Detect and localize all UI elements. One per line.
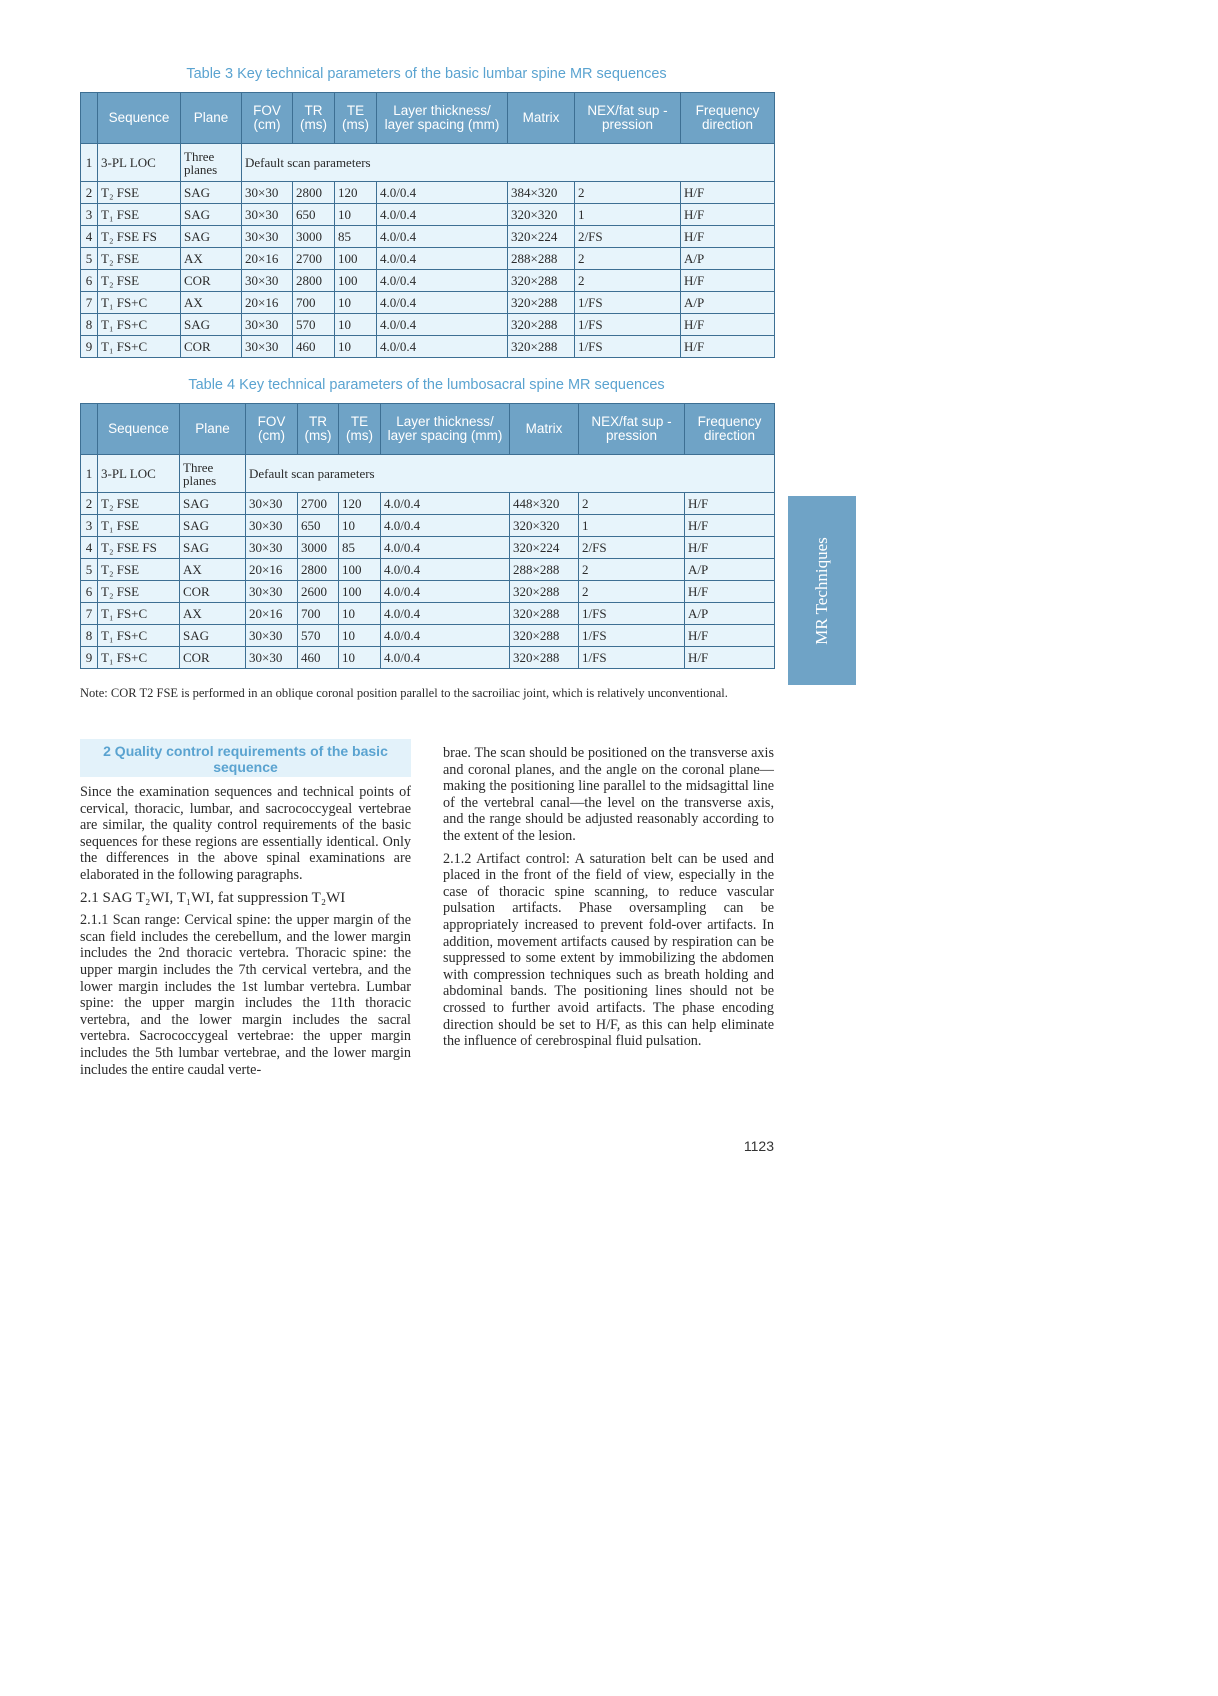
default-parameters-cell: Default scan parameters — [242, 144, 775, 182]
fov-cell: 30×30 — [242, 226, 293, 248]
tr-cell: 3000 — [293, 226, 335, 248]
tr-cell: 460 — [298, 647, 339, 669]
frequency-direction-cell: H/F — [681, 204, 775, 226]
plane-cell: SAG — [181, 204, 242, 226]
frequency-direction-cell: H/F — [681, 182, 775, 204]
plane-cell: SAG — [181, 314, 242, 336]
te-cell: 10 — [339, 625, 381, 647]
sequence-cell: T₁ FSE — [98, 515, 180, 537]
te-cell: 10 — [339, 515, 381, 537]
row-number: 9 — [81, 647, 98, 669]
layer-thickness-cell: 4.0/0.4 — [381, 559, 510, 581]
fov-cell: 30×30 — [246, 625, 298, 647]
plane-cell: COR — [181, 270, 242, 292]
frequency-direction-cell: H/F — [681, 270, 775, 292]
nex-cell: 1/FS — [579, 625, 685, 647]
plane-cell: SAG — [181, 182, 242, 204]
frequency-direction-cell: A/P — [685, 559, 775, 581]
left-column — [80, 784, 411, 1084]
tr-cell: 2800 — [298, 559, 339, 581]
header-sequence: Sequence — [98, 404, 180, 455]
row-number: 2 — [81, 182, 98, 204]
header-fov: FOV (cm) — [246, 404, 298, 455]
header-frequency-direction: Frequency direction — [681, 93, 775, 144]
layer-thickness-cell: 4.0/0.4 — [377, 336, 508, 358]
layer-thickness-cell: 4.0/0.4 — [377, 292, 508, 314]
nex-cell: 2 — [575, 182, 681, 204]
te-cell: 120 — [339, 493, 381, 515]
nex-cell: 1/FS — [575, 314, 681, 336]
table-row — [81, 144, 775, 182]
header-layer-thickness: Layer thickness/ layer spacing (mm) — [381, 404, 510, 455]
nex-cell: 2/FS — [579, 537, 685, 559]
plane-cell: Three planes — [180, 455, 246, 493]
tr-cell: 2600 — [298, 581, 339, 603]
table4-header-row — [81, 404, 775, 455]
te-cell: 10 — [335, 204, 377, 226]
row-number: 5 — [81, 559, 98, 581]
layer-thickness-cell: 4.0/0.4 — [377, 182, 508, 204]
matrix-cell: 320×320 — [510, 515, 579, 537]
row-number: 1 — [81, 144, 98, 182]
table-row — [81, 625, 775, 647]
nex-cell: 1 — [579, 515, 685, 537]
te-cell: 10 — [335, 292, 377, 314]
matrix-cell: 288×288 — [508, 248, 575, 270]
scan-range-continued-paragraph: brae. The scan should be positioned on the transverse axis and coronal planes, and the angle on the coronal plane—making the positioning line parallel to the midsagittal line of the vertebral canal—the level on the transverse axis, and the range should be adjusted reasonably according to the extent of the lesion. — [443, 745, 774, 844]
sequence-cell: 3-PL LOC — [98, 144, 181, 182]
layer-thickness-cell: 4.0/0.4 — [377, 270, 508, 292]
fov-cell: 20×16 — [242, 292, 293, 314]
sequence-cell: T₂ FSE — [98, 270, 181, 292]
header-matrix: Matrix — [508, 93, 575, 144]
tr-cell: 570 — [293, 314, 335, 336]
matrix-cell: 320×288 — [510, 603, 579, 625]
matrix-cell: 320×320 — [508, 204, 575, 226]
section-heading: 2 Quality control requirements of the basic sequence — [80, 739, 411, 777]
sequence-cell: T₂ FSE FS — [98, 537, 180, 559]
plane-cell: COR — [180, 581, 246, 603]
nex-cell: 2/FS — [575, 226, 681, 248]
frequency-direction-cell: H/F — [685, 625, 775, 647]
table-row — [81, 314, 775, 336]
table-row — [81, 270, 775, 292]
sequence-cell: T₂ FSE — [98, 493, 180, 515]
header-tr: TR (ms) — [293, 93, 335, 144]
header-frequency-direction: Frequency direction — [685, 404, 775, 455]
row-number: 1 — [81, 455, 98, 493]
sequence-cell: T₂ FSE — [98, 248, 181, 270]
intro-paragraph: Since the examination sequences and technical points of cervical, thoracic, lumbar, and sacrococcygeal vertebrae are similar, the quality control requirements of the basic sequences for these regions are essentially identical. Only the differences in the above spinal examinations are elaborated in the following paragraphs. — [80, 784, 411, 883]
header-plane: Plane — [180, 404, 246, 455]
row-number: 6 — [81, 270, 98, 292]
frequency-direction-cell: H/F — [681, 226, 775, 248]
header-nex-fat-suppression: NEX/fat sup - pression — [579, 404, 685, 455]
row-number: 2 — [81, 493, 98, 515]
te-cell: 85 — [335, 226, 377, 248]
table-row — [81, 581, 775, 603]
fov-cell: 30×30 — [246, 515, 298, 537]
tr-cell: 700 — [293, 292, 335, 314]
row-number: 7 — [81, 292, 98, 314]
sequence-cell: T₁ FS+C — [98, 314, 181, 336]
header-number — [81, 404, 98, 455]
frequency-direction-cell: A/P — [681, 292, 775, 314]
sequence-cell: T₁ FS+C — [98, 336, 181, 358]
table-row — [81, 248, 775, 270]
tr-cell: 2700 — [298, 493, 339, 515]
frequency-direction-cell: H/F — [681, 336, 775, 358]
layer-thickness-cell: 4.0/0.4 — [381, 537, 510, 559]
header-tr: TR (ms) — [298, 404, 339, 455]
table-row — [81, 292, 775, 314]
layer-thickness-cell: 4.0/0.4 — [381, 515, 510, 537]
te-cell: 10 — [335, 336, 377, 358]
nex-cell: 1/FS — [575, 336, 681, 358]
table-row — [81, 226, 775, 248]
layer-thickness-cell: 4.0/0.4 — [377, 226, 508, 248]
header-layer-thickness: Layer thickness/ layer spacing (mm) — [377, 93, 508, 144]
matrix-cell: 320×288 — [510, 647, 579, 669]
fov-cell: 20×16 — [242, 248, 293, 270]
header-sequence: Sequence — [98, 93, 181, 144]
fov-cell: 30×30 — [246, 581, 298, 603]
frequency-direction-cell: H/F — [685, 515, 775, 537]
tr-cell: 2800 — [293, 270, 335, 292]
layer-thickness-cell: 4.0/0.4 — [381, 603, 510, 625]
sequence-cell: T₁ FS+C — [98, 292, 181, 314]
plane-cell: AX — [180, 559, 246, 581]
table-row — [81, 647, 775, 669]
default-parameters-cell: Default scan parameters — [246, 455, 775, 493]
fov-cell: 30×30 — [246, 647, 298, 669]
fov-cell: 20×16 — [246, 559, 298, 581]
tr-cell: 2700 — [293, 248, 335, 270]
plane-cell: AX — [180, 603, 246, 625]
table-note: Note: COR T2 FSE is performed in an oblique coronal position parallel to the sacroiliac joint, which is relatively unconventional. — [80, 686, 728, 700]
matrix-cell: 320×224 — [508, 226, 575, 248]
te-cell: 100 — [339, 581, 381, 603]
row-number: 4 — [81, 537, 98, 559]
sequence-cell: T₁ FS+C — [98, 625, 180, 647]
sequence-cell: T₂ FSE FS — [98, 226, 181, 248]
sequence-cell: T₂ FSE — [98, 182, 181, 204]
plane-cell: COR — [181, 336, 242, 358]
frequency-direction-cell: H/F — [681, 314, 775, 336]
layer-thickness-cell: 4.0/0.4 — [381, 493, 510, 515]
fov-cell: 20×16 — [246, 603, 298, 625]
matrix-cell: 320×288 — [510, 581, 579, 603]
header-te: TE (ms) — [335, 93, 377, 144]
nex-cell: 1/FS — [579, 647, 685, 669]
plane-cell: SAG — [180, 515, 246, 537]
plane-cell: AX — [181, 248, 242, 270]
nex-cell: 2 — [579, 559, 685, 581]
table-row — [81, 603, 775, 625]
sequence-cell: T₁ FS+C — [98, 647, 180, 669]
header-te: TE (ms) — [339, 404, 381, 455]
frequency-direction-cell: H/F — [685, 647, 775, 669]
matrix-cell: 448×320 — [510, 493, 579, 515]
header-plane: Plane — [181, 93, 242, 144]
table4-caption: Table 4 Key technical parameters of the lumbosacral spine MR sequences — [188, 377, 665, 393]
nex-cell: 1/FS — [579, 603, 685, 625]
right-column — [443, 745, 774, 1056]
fov-cell: 30×30 — [242, 270, 293, 292]
header-number — [81, 93, 98, 144]
table-row — [81, 204, 775, 226]
nex-cell: 2 — [575, 270, 681, 292]
matrix-cell: 320×288 — [508, 336, 575, 358]
tr-cell: 3000 — [298, 537, 339, 559]
frequency-direction-cell: H/F — [685, 537, 775, 559]
header-matrix: Matrix — [510, 404, 579, 455]
row-number: 9 — [81, 336, 98, 358]
tr-cell: 460 — [293, 336, 335, 358]
matrix-cell: 320×288 — [508, 292, 575, 314]
nex-cell: 2 — [579, 493, 685, 515]
tr-cell: 2800 — [293, 182, 335, 204]
fov-cell: 30×30 — [246, 537, 298, 559]
row-number: 3 — [81, 515, 98, 537]
matrix-cell: 320×224 — [510, 537, 579, 559]
plane-cell: SAG — [180, 493, 246, 515]
nex-cell: 2 — [575, 248, 681, 270]
side-tab-label: MR Techniques — [812, 536, 831, 645]
plane-cell: SAG — [180, 537, 246, 559]
te-cell: 85 — [339, 537, 381, 559]
te-cell: 100 — [335, 248, 377, 270]
table-row — [81, 493, 775, 515]
tr-cell: 700 — [298, 603, 339, 625]
layer-thickness-cell: 4.0/0.4 — [381, 581, 510, 603]
matrix-cell: 384×320 — [508, 182, 575, 204]
row-number: 7 — [81, 603, 98, 625]
artifact-control-paragraph: 2.1.2 Artifact control: A saturation belt can be used and placed in the front of the field of view, especially in the case of thoracic spine scanning, to reduce vascular pulsation artifacts. Phase oversampling can be appropriately increased to prevent fold-over artifacts. In addition, movement artifacts caused by respiration can be suppressed to some extent by immobilizing the abdomen with compression techniques such as breath holding and abdominal bands. The positioning lines should not be crossed to further avoid artifacts. The phase encoding direction should be set to H/F, as this can help eliminate the influence of cerebrospinal fluid pulsation. — [443, 850, 774, 1050]
tr-cell: 650 — [298, 515, 339, 537]
fov-cell: 30×30 — [242, 336, 293, 358]
te-cell: 10 — [339, 647, 381, 669]
te-cell: 10 — [339, 603, 381, 625]
table4 — [80, 403, 775, 669]
row-number: 4 — [81, 226, 98, 248]
table-row — [81, 515, 775, 537]
layer-thickness-cell: 4.0/0.4 — [377, 314, 508, 336]
frequency-direction-cell: A/P — [681, 248, 775, 270]
te-cell: 100 — [335, 270, 377, 292]
side-tab — [788, 496, 856, 685]
table-row — [81, 537, 775, 559]
row-number: 6 — [81, 581, 98, 603]
sequence-cell: T₁ FS+C — [98, 603, 180, 625]
table-row — [81, 182, 775, 204]
frequency-direction-cell: H/F — [685, 581, 775, 603]
sequence-cell: 3-PL LOC — [98, 455, 180, 493]
frequency-direction-cell: H/F — [685, 493, 775, 515]
page-number: 1123 — [743, 1138, 774, 1154]
row-number: 8 — [81, 314, 98, 336]
plane-cell: SAG — [181, 226, 242, 248]
frequency-direction-cell: A/P — [685, 603, 775, 625]
matrix-cell: 288×288 — [510, 559, 579, 581]
header-fov: FOV (cm) — [242, 93, 293, 144]
table3-header-row — [81, 93, 775, 144]
tr-cell: 650 — [293, 204, 335, 226]
matrix-cell: 320×288 — [510, 625, 579, 647]
subsection-heading: 2.1 SAG T₂WI, T₁WI, fat suppression T₂WI — [80, 889, 346, 906]
sequence-cell: T₂ FSE — [98, 581, 180, 603]
table3-caption: Table 3 Key technical parameters of the basic lumbar spine MR sequences — [186, 66, 667, 82]
plane-cell: Three planes — [181, 144, 242, 182]
matrix-cell: 320×288 — [508, 314, 575, 336]
table-row — [81, 559, 775, 581]
table3 — [80, 92, 775, 358]
table-row — [81, 336, 775, 358]
te-cell: 10 — [335, 314, 377, 336]
row-number: 8 — [81, 625, 98, 647]
plane-cell: SAG — [180, 625, 246, 647]
fov-cell: 30×30 — [242, 182, 293, 204]
layer-thickness-cell: 4.0/0.4 — [377, 248, 508, 270]
fov-cell: 30×30 — [242, 314, 293, 336]
fov-cell: 30×30 — [242, 204, 293, 226]
sequence-cell: T₁ FSE — [98, 204, 181, 226]
plane-cell: AX — [181, 292, 242, 314]
nex-cell: 1/FS — [575, 292, 681, 314]
nex-cell: 1 — [575, 204, 681, 226]
scan-range-paragraph: 2.1.1 Scan range: Cervical spine: the upper margin of the scan field includes the cerebellum, and the lower margin includes the 2nd thoracic vertebra. Thoracic spine: the upper margin includes the 7th cervical vertebra, and the lower margin includes the 1st lumbar vertebra. Lumbar spine: the upper margin includes the 11th thoracic vertebra, and the lower margin includes the sacral vertebra. Sacrococcygeal vertebrae: the upper margin includes the 5th lumbar vertebrae, and the lower margin includes the entire caudal verte- — [80, 912, 411, 1078]
row-number: 3 — [81, 204, 98, 226]
matrix-cell: 320×288 — [508, 270, 575, 292]
fov-cell: 30×30 — [246, 493, 298, 515]
layer-thickness-cell: 4.0/0.4 — [381, 647, 510, 669]
te-cell: 120 — [335, 182, 377, 204]
nex-cell: 2 — [579, 581, 685, 603]
te-cell: 100 — [339, 559, 381, 581]
row-number: 5 — [81, 248, 98, 270]
tr-cell: 570 — [298, 625, 339, 647]
header-nex-fat-suppression: NEX/fat sup - pression — [575, 93, 681, 144]
layer-thickness-cell: 4.0/0.4 — [377, 204, 508, 226]
sequence-cell: T₂ FSE — [98, 559, 180, 581]
table-row — [81, 455, 775, 493]
layer-thickness-cell: 4.0/0.4 — [381, 625, 510, 647]
plane-cell: COR — [180, 647, 246, 669]
